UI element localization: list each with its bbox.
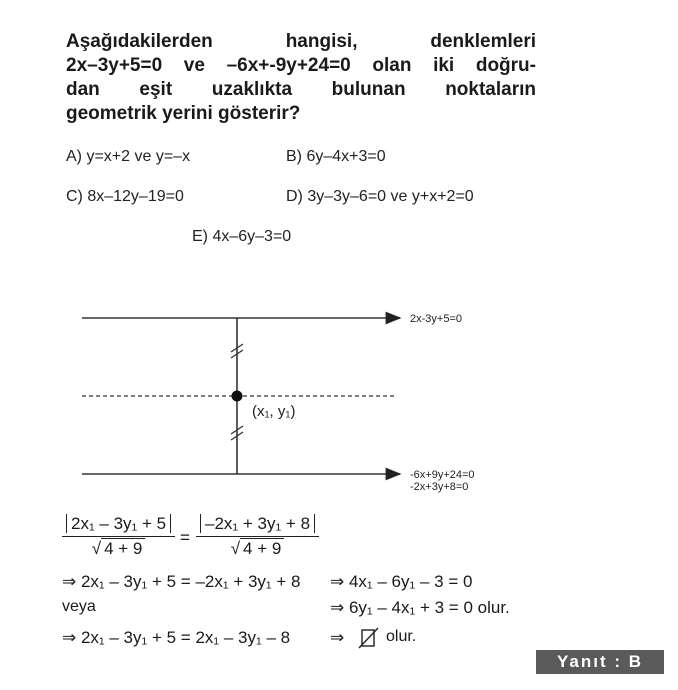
option-d[interactable]: D) 3y–3y–6=0 ve y+x+2=0 bbox=[286, 188, 474, 205]
top-line-label: 2x-3y+5=0 bbox=[410, 313, 462, 325]
bottom-line-label-1: -6x+9y+24=0 bbox=[410, 469, 475, 481]
denominator-right: 4 + 9 bbox=[240, 538, 284, 558]
equals-sign: = bbox=[180, 528, 190, 547]
solution-line-3-left: ⇒ 2x₁ – 3y₁ + 5 = 2x₁ – 3y₁ – 8 bbox=[62, 628, 291, 647]
numerator-right: –2x₁ + 3y₁ + 8 bbox=[200, 514, 315, 533]
option-b[interactable]: B) 6y–4x+3=0 bbox=[286, 148, 386, 165]
numerator-left: 2x₁ – 3y₁ + 5 bbox=[66, 514, 171, 533]
fraction-left: $\frac{\text{2x₁ – 3y₁ + 5}}{√ 4 + 9}$ bbox=[62, 514, 175, 559]
bottom-line-label-2: -2x+3y+8=0 bbox=[410, 481, 469, 493]
solution-line-3-right: ⇒ bbox=[330, 628, 345, 647]
solution-line-2-right: ⇒ 6y₁ – 4x₁ + 3 = 0 olur. bbox=[330, 598, 510, 617]
fraction-right: $\frac{\text{–2x₁ + 3y₁ + 8}}{√ 4 + 9}$ bbox=[196, 514, 319, 559]
empty-set-icon bbox=[356, 626, 382, 650]
point-label: (x₁, y₁) bbox=[252, 403, 296, 420]
option-a[interactable]: A) y=x+2 ve y=–x bbox=[66, 148, 191, 165]
solution-line-1-left: ⇒ 2x₁ – 3y₁ + 5 = –2x₁ + 3y₁ + 8 bbox=[62, 572, 301, 591]
solution-line-3-end: olur. bbox=[386, 628, 417, 645]
question-line: geometrik yerini gösterir? bbox=[66, 103, 301, 124]
point-dot bbox=[232, 391, 243, 402]
solution-line-1-right: ⇒ 4x₁ – 6y₁ – 3 = 0 bbox=[330, 572, 473, 591]
question-line: Aşağıdakilerden hangisi, denklemleri bbox=[66, 31, 536, 52]
option-e[interactable]: E) 4x–6y–3=0 bbox=[192, 228, 292, 245]
question-line: dan eşit uzaklıkta bulunan noktaların bbox=[66, 79, 536, 100]
solution-line-2-left: veya bbox=[62, 598, 96, 615]
question-line: 2x–3y+5=0 ve –6x+-9y+24=0 olan iki doğru- bbox=[66, 55, 536, 76]
denominator-left: 4 + 9 bbox=[101, 538, 145, 558]
answer-badge: Yanıt : B bbox=[536, 650, 664, 674]
option-c[interactable]: C) 8x–12y–19=0 bbox=[66, 188, 184, 205]
